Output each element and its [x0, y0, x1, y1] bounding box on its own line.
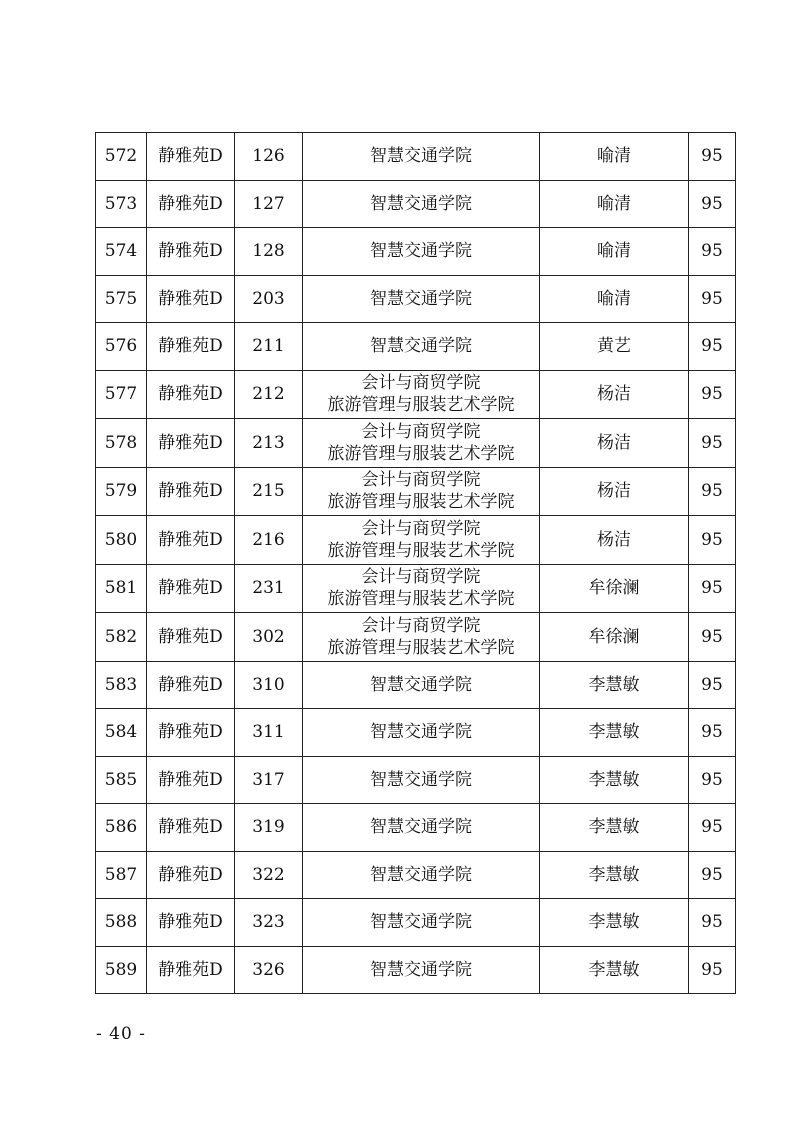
building-cell: 静雅苑D: [147, 613, 235, 662]
building-cell: 静雅苑D: [147, 709, 235, 757]
college-cell: [303, 756, 540, 804]
inspector-name-cell: 喻清: [540, 275, 689, 323]
college-cell: [303, 709, 540, 757]
inspector-name-cell: 牟徐澜: [540, 613, 689, 662]
score-cell: 95: [689, 228, 736, 276]
building-cell: 静雅苑D: [147, 564, 235, 613]
building-cell: 静雅苑D: [147, 899, 235, 947]
college-cell: [303, 419, 540, 468]
score-cell: 95: [689, 180, 736, 228]
room-number-cell: 126: [235, 133, 303, 181]
score-cell: 95: [689, 370, 736, 419]
room-number-cell: 211: [235, 323, 303, 371]
row-number-cell: 588: [96, 899, 147, 947]
row-number-cell: 581: [96, 564, 147, 613]
college-name: 会计与商贸学院: [361, 518, 481, 539]
row-number-cell: 589: [96, 946, 147, 994]
table-row: [96, 564, 736, 613]
college-name: 智慧交通学院: [370, 722, 472, 743]
building-cell: 静雅苑D: [147, 180, 235, 228]
inspector-name-cell: 杨洁: [540, 419, 689, 468]
table-row: [96, 323, 736, 371]
inspector-name-cell: 李慧敏: [540, 709, 689, 757]
building-cell: 静雅苑D: [147, 851, 235, 899]
room-number-cell: 319: [235, 804, 303, 852]
score-cell: 95: [689, 323, 736, 371]
score-cell: 95: [689, 133, 736, 181]
table-row: [96, 756, 736, 804]
room-number-cell: 323: [235, 899, 303, 947]
table-row: [96, 899, 736, 947]
college-cell: [303, 180, 540, 228]
table-row: [96, 804, 736, 852]
room-number-cell: 212: [235, 370, 303, 419]
table-row: [96, 275, 736, 323]
row-number-cell: 583: [96, 661, 147, 709]
score-cell: 95: [689, 851, 736, 899]
score-cell: 95: [689, 275, 736, 323]
college-name: 旅游管理与服装艺术学院: [327, 589, 515, 610]
building-cell: 静雅苑D: [147, 756, 235, 804]
building-cell: 静雅苑D: [147, 946, 235, 994]
score-cell: 95: [689, 516, 736, 565]
inspector-name-cell: 李慧敏: [540, 661, 689, 709]
table-row: [96, 709, 736, 757]
room-number-cell: 322: [235, 851, 303, 899]
building-cell: 静雅苑D: [147, 323, 235, 371]
college-name: 会计与商贸学院: [361, 421, 481, 442]
table-row: [96, 946, 736, 994]
building-cell: 静雅苑D: [147, 419, 235, 468]
room-number-cell: 128: [235, 228, 303, 276]
room-number-cell: 302: [235, 613, 303, 662]
building-cell: 静雅苑D: [147, 467, 235, 516]
college-name: 会计与商贸学院: [361, 615, 481, 636]
room-number-cell: 203: [235, 275, 303, 323]
table-body: [96, 133, 736, 994]
college-cell: [303, 804, 540, 852]
college-name: 智慧交通学院: [370, 288, 472, 309]
inspector-name-cell: 李慧敏: [540, 851, 689, 899]
room-number-cell: 213: [235, 419, 303, 468]
inspector-name-cell: 喻清: [540, 180, 689, 228]
college-name: 智慧交通学院: [370, 674, 472, 695]
college-name: 智慧交通学院: [370, 864, 472, 885]
college-name: 旅游管理与服装艺术学院: [327, 443, 515, 464]
college-cell: [303, 275, 540, 323]
table-row: [96, 516, 736, 565]
table-row: [96, 133, 736, 181]
score-cell: 95: [689, 661, 736, 709]
college-name: 会计与商贸学院: [361, 567, 481, 588]
room-number-cell: 231: [235, 564, 303, 613]
building-cell: 静雅苑D: [147, 661, 235, 709]
room-number-cell: 310: [235, 661, 303, 709]
row-number-cell: 574: [96, 228, 147, 276]
college-cell: [303, 613, 540, 662]
inspector-name-cell: 喻清: [540, 228, 689, 276]
score-cell: 95: [689, 756, 736, 804]
college-cell: [303, 370, 540, 419]
college-name: 旅游管理与服装艺术学院: [327, 492, 515, 513]
table-row: [96, 613, 736, 662]
college-cell: [303, 467, 540, 516]
inspector-name-cell: 李慧敏: [540, 804, 689, 852]
college-cell: [303, 228, 540, 276]
page-number: - 40 -: [96, 1024, 146, 1044]
row-number-cell: 586: [96, 804, 147, 852]
college-name: 旅游管理与服装艺术学院: [327, 637, 515, 658]
score-cell: 95: [689, 946, 736, 994]
table-row: [96, 370, 736, 419]
row-number-cell: 584: [96, 709, 147, 757]
table-row: [96, 228, 736, 276]
dormitory-score-table: [95, 132, 736, 994]
inspector-name-cell: 杨洁: [540, 467, 689, 516]
score-cell: 95: [689, 899, 736, 947]
college-name: 智慧交通学院: [370, 193, 472, 214]
college-cell: [303, 564, 540, 613]
score-cell: 95: [689, 564, 736, 613]
inspector-name-cell: 李慧敏: [540, 756, 689, 804]
table-row: [96, 419, 736, 468]
building-cell: 静雅苑D: [147, 804, 235, 852]
college-cell: [303, 133, 540, 181]
table-row: [96, 467, 736, 516]
college-name: 智慧交通学院: [370, 959, 472, 980]
row-number-cell: 572: [96, 133, 147, 181]
row-number-cell: 587: [96, 851, 147, 899]
score-cell: 95: [689, 419, 736, 468]
room-number-cell: 127: [235, 180, 303, 228]
table-row: [96, 851, 736, 899]
building-cell: 静雅苑D: [147, 275, 235, 323]
building-cell: 静雅苑D: [147, 516, 235, 565]
college-name: 智慧交通学院: [370, 817, 472, 838]
score-cell: 95: [689, 613, 736, 662]
college-name: 智慧交通学院: [370, 146, 472, 167]
row-number-cell: 577: [96, 370, 147, 419]
inspector-name-cell: 杨洁: [540, 516, 689, 565]
college-name: 会计与商贸学院: [361, 470, 481, 491]
inspector-name-cell: 杨洁: [540, 370, 689, 419]
score-cell: 95: [689, 467, 736, 516]
college-cell: [303, 851, 540, 899]
college-cell: [303, 661, 540, 709]
score-cell: 95: [689, 804, 736, 852]
row-number-cell: 575: [96, 275, 147, 323]
inspector-name-cell: 黄艺: [540, 323, 689, 371]
college-cell: [303, 899, 540, 947]
table-row: [96, 180, 736, 228]
college-name: 智慧交通学院: [370, 912, 472, 933]
college-name: 旅游管理与服装艺术学院: [327, 540, 515, 561]
college-name: 智慧交通学院: [370, 336, 472, 357]
row-number-cell: 576: [96, 323, 147, 371]
row-number-cell: 580: [96, 516, 147, 565]
room-number-cell: 215: [235, 467, 303, 516]
row-number-cell: 582: [96, 613, 147, 662]
inspector-name-cell: 李慧敏: [540, 946, 689, 994]
college-name: 旅游管理与服装艺术学院: [327, 395, 515, 416]
room-number-cell: 326: [235, 946, 303, 994]
college-name: 会计与商贸学院: [361, 373, 481, 394]
college-cell: [303, 946, 540, 994]
table-row: [96, 661, 736, 709]
row-number-cell: 578: [96, 419, 147, 468]
inspector-name-cell: 牟徐澜: [540, 564, 689, 613]
row-number-cell: 579: [96, 467, 147, 516]
college-cell: [303, 323, 540, 371]
score-cell: 95: [689, 709, 736, 757]
college-name: 智慧交通学院: [370, 241, 472, 262]
room-number-cell: 317: [235, 756, 303, 804]
room-number-cell: 311: [235, 709, 303, 757]
inspector-name-cell: 喻清: [540, 133, 689, 181]
row-number-cell: 573: [96, 180, 147, 228]
room-number-cell: 216: [235, 516, 303, 565]
row-number-cell: 585: [96, 756, 147, 804]
college-cell: [303, 516, 540, 565]
building-cell: 静雅苑D: [147, 370, 235, 419]
inspector-name-cell: 李慧敏: [540, 899, 689, 947]
building-cell: 静雅苑D: [147, 133, 235, 181]
college-name: 智慧交通学院: [370, 769, 472, 790]
building-cell: 静雅苑D: [147, 228, 235, 276]
